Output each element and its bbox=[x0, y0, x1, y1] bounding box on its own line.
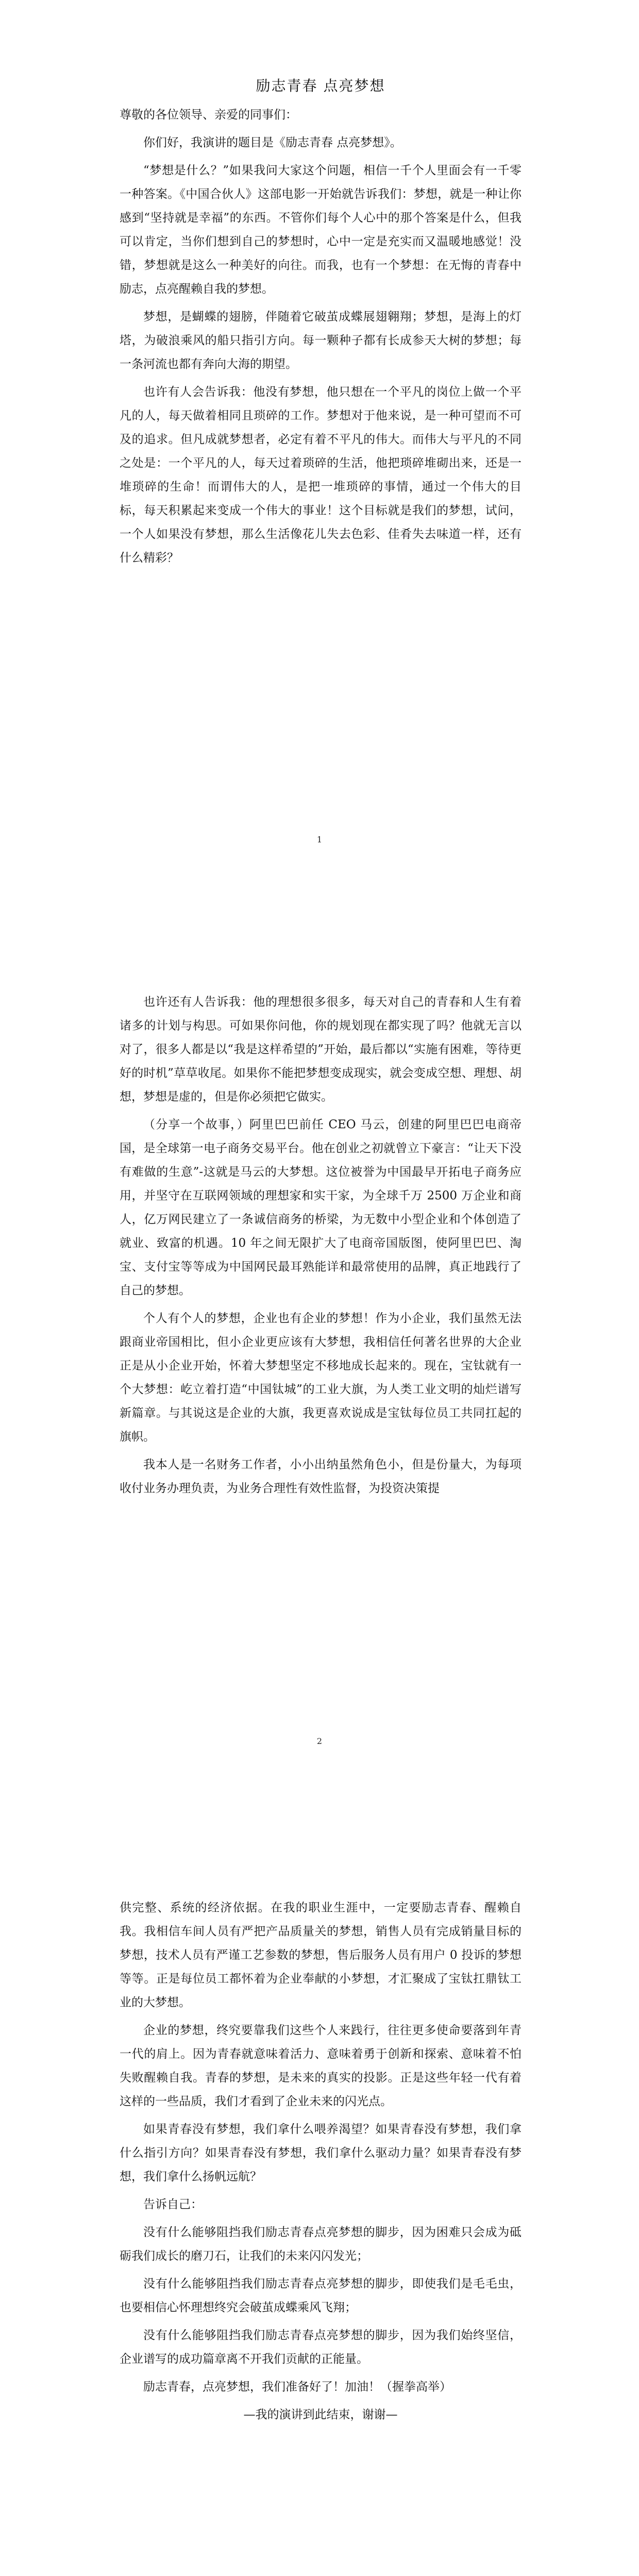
page-3 bbox=[0, 1805, 639, 2576]
salutation: 尊敬的各位领导、亲爱的同事们： bbox=[120, 108, 297, 122]
paragraph: 个人有个人的梦想，企业也有企业的梦想！作为小企业，我们虽然无法跟商业帝国相比，但小企业更应该有大梦想，我相信任何著名世界的大企业正是从小企业开始，怀着大梦想坚定不移地成长起来的。现在，宝钛就有一个大梦想：屹立着打造“中国钛城”的工业大旗，为人类工业文明的灿烂谱写新篇章。与其说这是企业的大旗，我更喜欢说成是宝钛每位员工共同扛起的旗帜。 bbox=[120, 1312, 522, 1444]
page-number: 2 bbox=[316, 1736, 323, 1746]
document-title: 励志青春 点亮梦想 bbox=[256, 77, 385, 94]
paragraph: 梦想，是蝴蝶的翅膀，伴随着它破茧成蝶展翅翱翔；梦想，是海上的灯塔，为破浪乘风的船只指引方向。每一颗种子都有长成参天大树的梦想；每一条河流也都有奔向大海的期望。 bbox=[120, 310, 522, 371]
paragraph: 告诉自己： bbox=[143, 2198, 203, 2211]
end-line: —我的演讲到此结束，谢谢— bbox=[243, 2408, 398, 2421]
page-1-content bbox=[120, 72, 522, 574]
paragraph: 没有什么能够阻挡我们励志青春点亮梦想的脚步，因为我们始终坚信，企业谱写的成功篇章离不开我们贡献的正能量。 bbox=[120, 2329, 522, 2366]
paragraph: 也许有人会告诉我：他没有梦想，他只想在一个平凡的岗位上做一个平凡的人，每天做着相同且琐碎的工作。梦想对于他来说，是一种可望而不可及的追求。但凡成就梦想者，必定有着不平凡的伟大。而伟大与平凡的不同之处是：一个平凡的人，每天过着琐碎的生活，他把琐碎堆砌出来，还是一堆琐碎的生命！而谓伟大的人，是把一堆琐碎的事情，通过一个伟大的目标，每天积累起来变成一个伟大的事业！这个目标就是我们的梦想，试问，一个人如果没有梦想，那么生活像花儿失去色彩、佳肴失去味道一样，还有什么精彩？ bbox=[120, 385, 522, 565]
paragraph: 没有什么能够阻挡我们励志青春点亮梦想的脚步，即使我们是毛毛虫，也要相信心怀理想终究会破茧成蝶乘风飞翔； bbox=[120, 2277, 522, 2314]
paragraph: 也许还有人告诉我：他的理想很多很多，每天对自己的青春和人生有着诸多的计划与构思。可如果你问他，你的规划现在都实现了吗？他就无言以对了，很多人都是以“我是这样希望的”开始，最后都以“实施有困难，等待更好的时机”草草收尾。如果你不能把梦想变成现实，就会变成空想、理想、胡想，梦想是虚的，但是你必须把它做实。 bbox=[120, 995, 522, 1104]
paragraph: “梦想是什么？”如果我问大家这个问题，相信一千个人里面会有一千零一种答案。《中国合伙人》这部电影一开始就告诉我们：梦想，就是一种让你感到“坚持就是幸福”的东西。不管你们每个人心中的那个答案是什么，但我可以肯定，当你们想到自己的梦想时，心中一定是充实而又温暖地感觉！没错，梦想就是这么一种美好的向往。而我，也有一个梦想：在无悔的青春中励志，点亮醒赖自我的梦想。 bbox=[120, 164, 522, 296]
page-3-content bbox=[120, 1896, 522, 2431]
page-number: 1 bbox=[316, 835, 323, 844]
page-2-content bbox=[120, 990, 522, 1504]
closing-line: 励志青春，点亮梦想，我们准备好了！加油！（握拳高举） bbox=[143, 2380, 451, 2394]
paragraph: 你们好，我演讲的题目是《励志青春 点亮梦想》。 bbox=[143, 136, 402, 149]
page-2 bbox=[0, 902, 639, 1805]
page-1 bbox=[0, 0, 639, 902]
paragraph: 没有什么能够阻挡我们励志青春点亮梦想的脚步，因为困难只会成为砥砺我们成长的磨刀石，让我们的未来闪闪发光； bbox=[120, 2226, 522, 2263]
paragraph: 我本人是一名财务工作者，小小出纳虽然角色小，但是份量大，为每项收付业务办理负责，为业务合理性有效性监督，为投资决策提 bbox=[120, 1458, 522, 1495]
paragraph: 如果青春没有梦想，我们拿什么喂养渴望？如果青春没有梦想，我们拿什么指引方向？如果青春没有梦想，我们拿什么驱动力量？如果青春没有梦想，我们拿什么扬帆远航？ bbox=[120, 2123, 522, 2183]
paragraph: 企业的梦想，终究要靠我们这些个人来践行，往往更多使命要落到年青一代的肩上。因为青春就意味着活力、意味着勇于创新和探索、意味着不怕失败醒赖自我。青春的梦想，是未来的真实的投影。正是这些年轻一代有着这样的一些品质，我们才看到了企业未来的闪光点。 bbox=[120, 2024, 522, 2108]
paragraph: （分享一个故事，）阿里巴巴前任 CEO 马云，创建的阿里巴巴电商帝国，是全球第一电子商务交易平台。他在创业之初就曾立下豪言：“让天下没有难做的生意”-这就是马云的大梦想。这位被誉为中国最早开拓电子商务应用，并坚守在互联网领域的理想家和实干家，为全球千万 2500 万企业和商人，亿万网民建立了一条诚信商务的桥梁，为无数中小型企业和个体创造了就业、致富的机遇。10 年之间无限扩大了电商帝国版图，使阿里巴巴、淘宝、支付宝等等成为中国网民最耳熟能详和最常使用的品牌，真正地践行了自己的梦想。 bbox=[120, 1118, 522, 1297]
paragraph: 供完整、系统的经济依据。在我的职业生涯中，一定要励志青春、醒赖自我。我相信车间人员有严把产品质量关的梦想，销售人员有完成销量目标的梦想，技术人员有严谨工艺参数的梦想，售后服务人员有用户 0 投诉的梦想等等。正是每位员工都怀着为企业奉献的小梦想，才汇聚成了宝钛扛鼎钛工业的大梦想。 bbox=[120, 1901, 522, 2009]
